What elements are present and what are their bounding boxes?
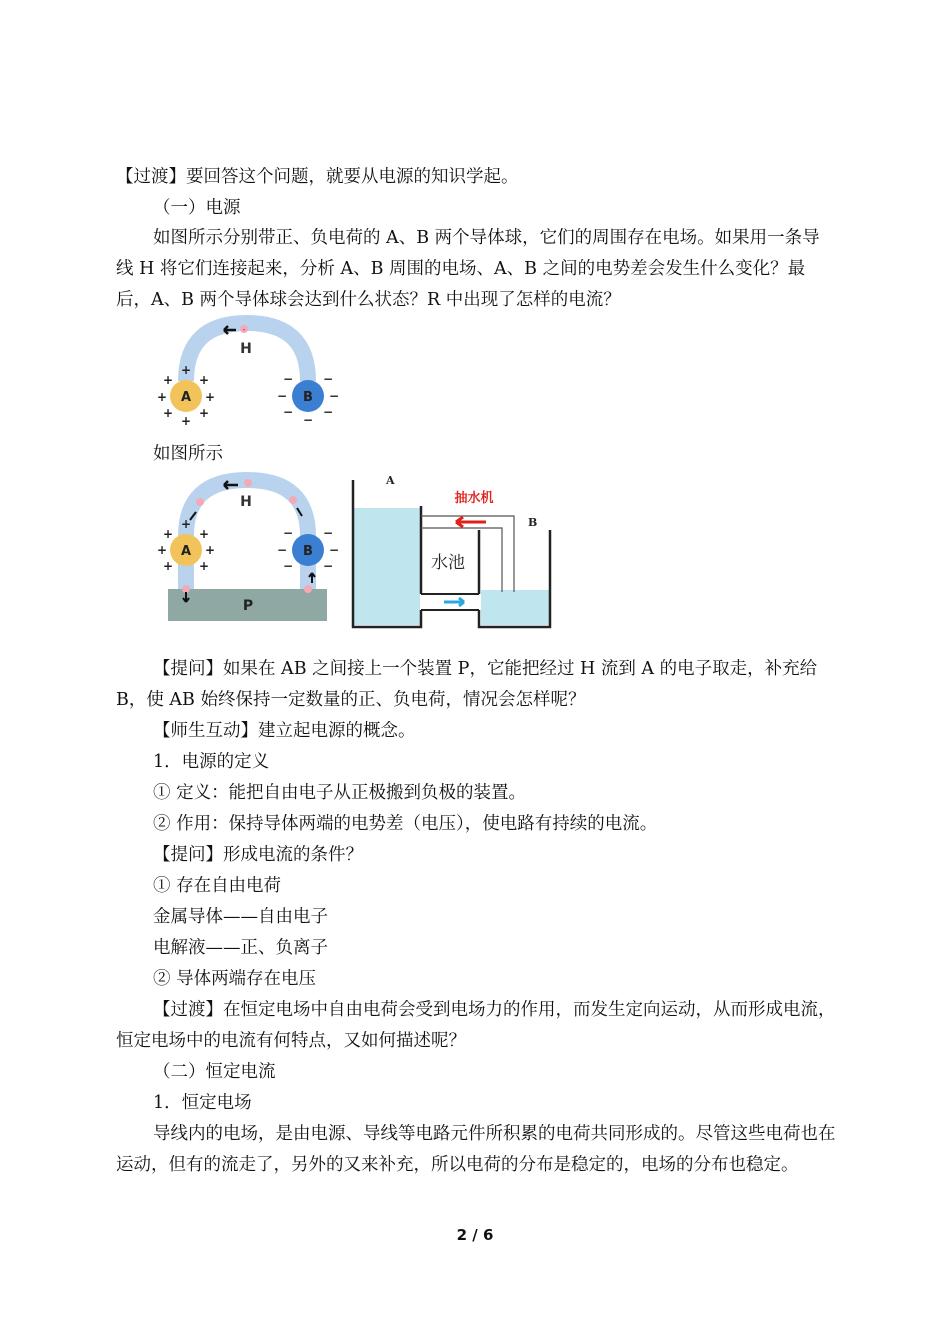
sphere-b-label: B [303,390,313,405]
page-number: 2 / 6 [456,1226,494,1244]
electron-marker [196,498,204,506]
water-tank-b [481,590,549,625]
heading-steady-field: 1．恒定电场 [153,1093,252,1113]
sphere-a-label: A [180,390,192,405]
svg-text:−: − [276,389,288,403]
item-definition: ① 定义：能把自由电子从正极搬到负极的装置。 [153,783,527,803]
paragraph-question-conditions: 【提问】形成电流的条件？ [153,845,363,865]
svg-text:−: − [322,405,334,419]
svg-text:−: − [282,372,294,386]
svg-text:+: + [204,543,216,557]
svg-text:+: + [156,390,168,404]
item-electrolyte: 电解液——正、负离子 [153,938,328,958]
electron-marker [182,585,190,593]
sphere-a-label: A [180,544,192,559]
electron-sign: - [242,325,246,334]
svg-text:−: − [322,526,334,540]
sphere-b-label: B [303,544,313,559]
svg-text:+: + [156,543,168,557]
svg-text:−: − [282,405,294,419]
svg-text:+: + [198,559,210,573]
electron-marker [289,496,297,504]
paragraph-question-device-p: 【提问】如果在 AB 之间接上一个装置 P，它能把经过 H 流到 A 的电子取走，补充给 B，使 AB 始终保持一定数量的正、负电荷，情况会怎样呢？ [116,659,818,710]
caption-as-shown: 如图所示 [153,444,223,464]
tank-a-label: A [386,474,395,487]
figure-water-analogy [348,470,554,630]
svg-text:+: + [198,373,210,387]
wire-label-h: H [240,494,252,510]
item-metal-conductor: 金属导体——自由电子 [153,907,328,927]
paragraph-question-ab: 如图所示分别带正、负电荷的 A、B 两个导体球，它们的周围存在电场。如果用一条导线 H 将它们连接起来，分析 A、B 周围的电场、A、B 之间的电势差会发生什么变化？最后，A、B 两个导体球会达到什么状态？R 中出现了怎样的电流？ [116,228,820,310]
svg-text:+: + [204,390,216,404]
paragraph-steady-field: 导线内的电场，是由电源、导线等电路元件所积累的电荷共同形成的。尽管这些电荷也在运动，但有的流走了，另外的又来补充，所以电荷的分布是稳定的，电场的分布也稳定。 [116,1124,836,1175]
pool-label: 水池 [431,553,465,573]
svg-text:+: + [180,517,192,531]
svg-text:+: + [198,406,210,420]
svg-text:−: − [328,389,340,403]
svg-text:−: − [328,543,340,557]
item-free-charge: ① 存在自由电荷 [153,876,282,896]
device-p-label: P [242,598,254,614]
paragraph-transition-1: 【过渡】要回答这个问题，就要从电源的知识学起。 [116,167,519,187]
water-tank-a [354,508,420,625]
item-voltage: ② 导体两端存在电压 [153,969,317,989]
figure-spheres-wire [152,313,344,431]
heading-definition: 1．电源的定义 [153,752,270,772]
svg-text:+: + [162,373,174,387]
svg-text:+: + [180,414,192,428]
svg-text:+: + [162,527,174,541]
item-function: ② 作用：保持导体两端的电势差（电压），使电路有持续的电流。 [153,814,658,834]
section-heading-power-source: （一）电源 [153,198,241,218]
svg-text:−: − [282,526,294,540]
pump-label: 抽水机 [454,491,494,506]
electron-marker [304,585,312,593]
svg-text:−: − [322,559,334,573]
svg-text:+: + [162,406,174,420]
svg-text:+: + [180,363,192,377]
svg-text:−: − [322,372,334,386]
svg-text:−: − [302,413,314,427]
tank-b-label: B [528,516,538,529]
paragraph-interaction: 【师生互动】建立起电源的概念。 [153,721,416,741]
svg-text:−: − [282,559,294,573]
section-heading-steady-current: （二）恒定电流 [153,1062,276,1082]
wire-label-h: H [240,341,252,357]
paragraph-transition-2: 【过渡】在恒定电场中自由电荷会受到电场力的作用，而发生定向运动，从而形成电流，恒定电场中的电流有何特点，又如何描述呢？ [116,1000,836,1051]
electron-marker [244,479,252,487]
svg-text:+: + [162,559,174,573]
svg-text:+: + [198,527,210,541]
figure-spheres-device-p [152,470,344,628]
svg-text:−: − [276,543,288,557]
